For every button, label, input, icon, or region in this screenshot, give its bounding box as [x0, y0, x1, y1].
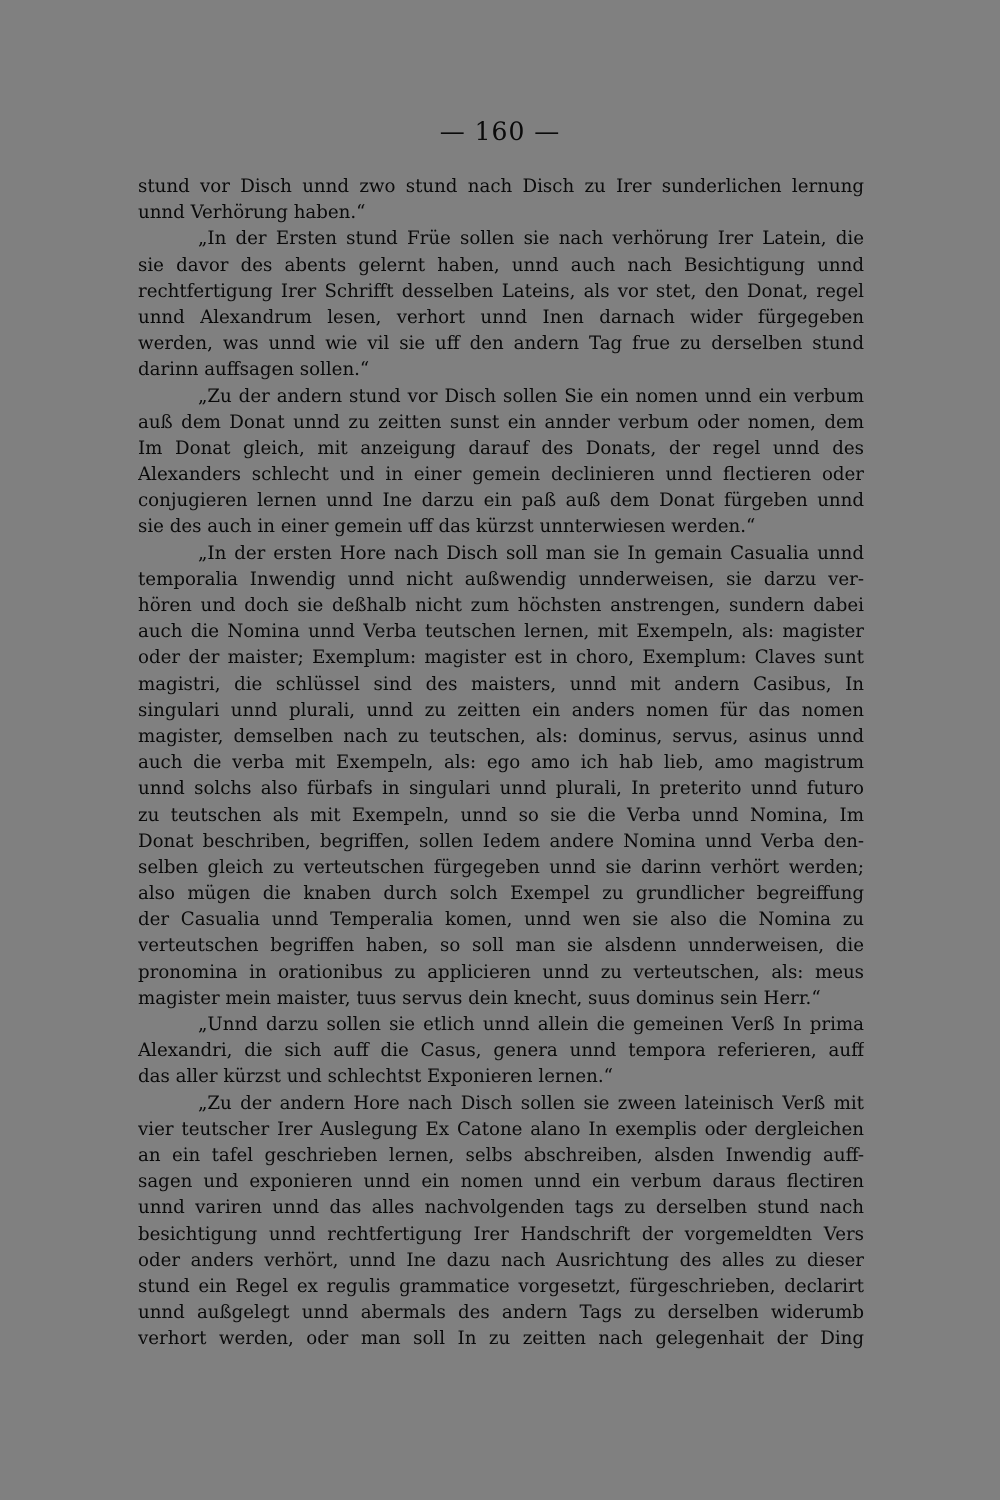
- text-line: „In der Ersten stund Früe sollen sie nach verhörung Irer Latein, die: [198, 228, 864, 250]
- text-line: verteutschen begriffen haben, so soll man sie alsdenn unnderweisen, die: [138, 935, 864, 957]
- text-line: selben gleich zu verteutschen fürgegeben unnd sie darinn verhört werden;: [138, 856, 864, 878]
- paragraph: [138, 384, 864, 541]
- text-line: unnd Verhörung haben.“: [138, 202, 366, 224]
- page-number: — 160 —: [439, 117, 561, 146]
- text-line: unnd solchs also fürbafs in singulari unnd plurali, In preterito unnd futuro: [138, 778, 864, 800]
- text-line: verhort werden, oder man soll In zu zeitten nach gelegenhait der Ding: [138, 1328, 864, 1350]
- text-line: „Unnd darzu sollen sie etlich unnd allein die gemeinen Verß In prima: [198, 1014, 864, 1035]
- text-line: singulari unnd plurali, unnd zu zeitten ein anders nomen für das nomen: [138, 699, 864, 721]
- text-line: unnd Alexandrum lesen, verhort unnd Inen darnach wider fürgegeben: [138, 306, 864, 328]
- text-line: „Zu der andern Hore nach Disch sollen sie zween lateinisch Verß mit: [198, 1092, 864, 1114]
- paragraph: [138, 174, 864, 226]
- text-line: stund vor Disch unnd zwo stund nach Disch zu Irer sunderlichen lernung: [138, 176, 864, 197]
- text-line: an ein tafel geschrieben lernen, selbs abschreiben, alsden Inwendig auff-: [138, 1144, 864, 1166]
- text-line: magister mein maister, tuus servus dein knecht, suus dominus sein Herr.“: [138, 987, 821, 1009]
- text-line: oder der maister; Exemplum: magister est in choro, Exemplum: Claves sunt: [138, 647, 864, 669]
- text-line: auß dem Donat unnd zu zeitten sunst ein annder verbum oder nomen, dem: [138, 411, 864, 433]
- text-line: auch die Nomina unnd Verba teutschen lernen, mit Exempeln, als: magister: [138, 621, 864, 643]
- paragraph: [138, 226, 864, 383]
- text-line: pronomina in orationibus zu applicieren unnd zu verteutschen, als: meus: [138, 961, 864, 983]
- text-line: Donat beschriben, begriffen, sollen Iedem andere Nomina unnd Verba den-: [138, 830, 864, 852]
- text-line: darinn auffsagen sollen.“: [138, 359, 370, 381]
- text-line: auch die verba mit Exempeln, als: ego amo ich hab lieb, amo magistrum: [138, 752, 864, 774]
- text-line: werden, was unnd wie vil sie uff den andern Tag frue zu derselben stund: [138, 333, 864, 355]
- text-line: unnd variren unnd das alles nachvolgenden tags zu derselben stund nach: [138, 1197, 864, 1219]
- paragraph: [138, 1091, 864, 1353]
- text-line: das aller kürzst und schlechtst Exponieren lernen.“: [138, 1066, 613, 1088]
- text-line: stund ein Regel ex regulis grammatice vorgesetzt, fürgeschrieben, declarirt: [138, 1275, 864, 1297]
- text-line: Alexandri, die sich auff die Casus, genera unnd tempora referieren, auff: [138, 1040, 864, 1062]
- text-line: sie davor des abents gelernt haben, unnd auch nach Besichtigung unnd: [138, 254, 864, 276]
- text-line: magistri, die schlüssel sind des maisters, unnd mit andern Casibus, In: [138, 673, 864, 695]
- text-line: sagen und exponieren unnd ein nomen unnd ein verbum daraus flectiren: [138, 1171, 864, 1193]
- text-line: magister, demselben nach zu teutschen, als: dominus, servus, asinus unnd: [138, 725, 864, 747]
- body-text: [138, 174, 864, 1352]
- text-line: sie des auch in einer gemein uff das kürzst unnterwiesen werden.“: [138, 516, 756, 538]
- text-line: oder anders verhört, unnd Ine dazu nach Ausrichtung des alles zu dieser: [138, 1249, 864, 1271]
- text-line: Alexanders schlecht und in einer gemein declinieren unnd flectieren oder: [138, 464, 864, 486]
- text-line: also mügen die knaben durch solch Exempel zu grundlicher begreiffung: [138, 883, 864, 905]
- text-line: rechtfertigung Irer Schrifft desselben Lateins, als vor stet, den Donat, regel: [138, 280, 864, 302]
- text-line: vier teutscher Irer Auslegung Ex Catone alano In exemplis oder dergleichen: [138, 1118, 864, 1140]
- text-line: unnd außgelegt unnd abermals des andern Tags zu derselben widerumb: [138, 1302, 864, 1324]
- text-line: Im Donat gleich, mit anzeigung darauf des Donats, der regel unnd des: [138, 437, 864, 459]
- text-line: besichtigung unnd rechtfertigung Irer Handschrift der vorgemeldten Vers: [138, 1223, 864, 1245]
- text-line: temporalia Inwendig unnd nicht außwendig unnderweisen, sie darzu ver-: [138, 568, 864, 590]
- text-line: „In der ersten Hore nach Disch soll man sie In gemain Casualia unnd: [198, 542, 864, 564]
- text-line: zu teutschen als mit Exempeln, unnd so sie die Verba unnd Nomina, Im: [138, 804, 864, 826]
- text-line: hören und doch sie deßhalb nicht zum höchsten anstrengen, sundern dabei: [138, 595, 864, 616]
- text-line: „Zu der andern stund vor Disch sollen Sie ein nomen unnd ein verbum: [198, 385, 864, 407]
- text-line: conjugieren lernen unnd Ine darzu ein paß auß dem Donat fürgeben unnd: [138, 490, 864, 512]
- paragraph: [138, 541, 864, 1012]
- text-line: der Casualia unnd Temperalia komen, unnd wen sie also die Nomina zu: [138, 909, 864, 931]
- paragraph: [138, 1012, 864, 1091]
